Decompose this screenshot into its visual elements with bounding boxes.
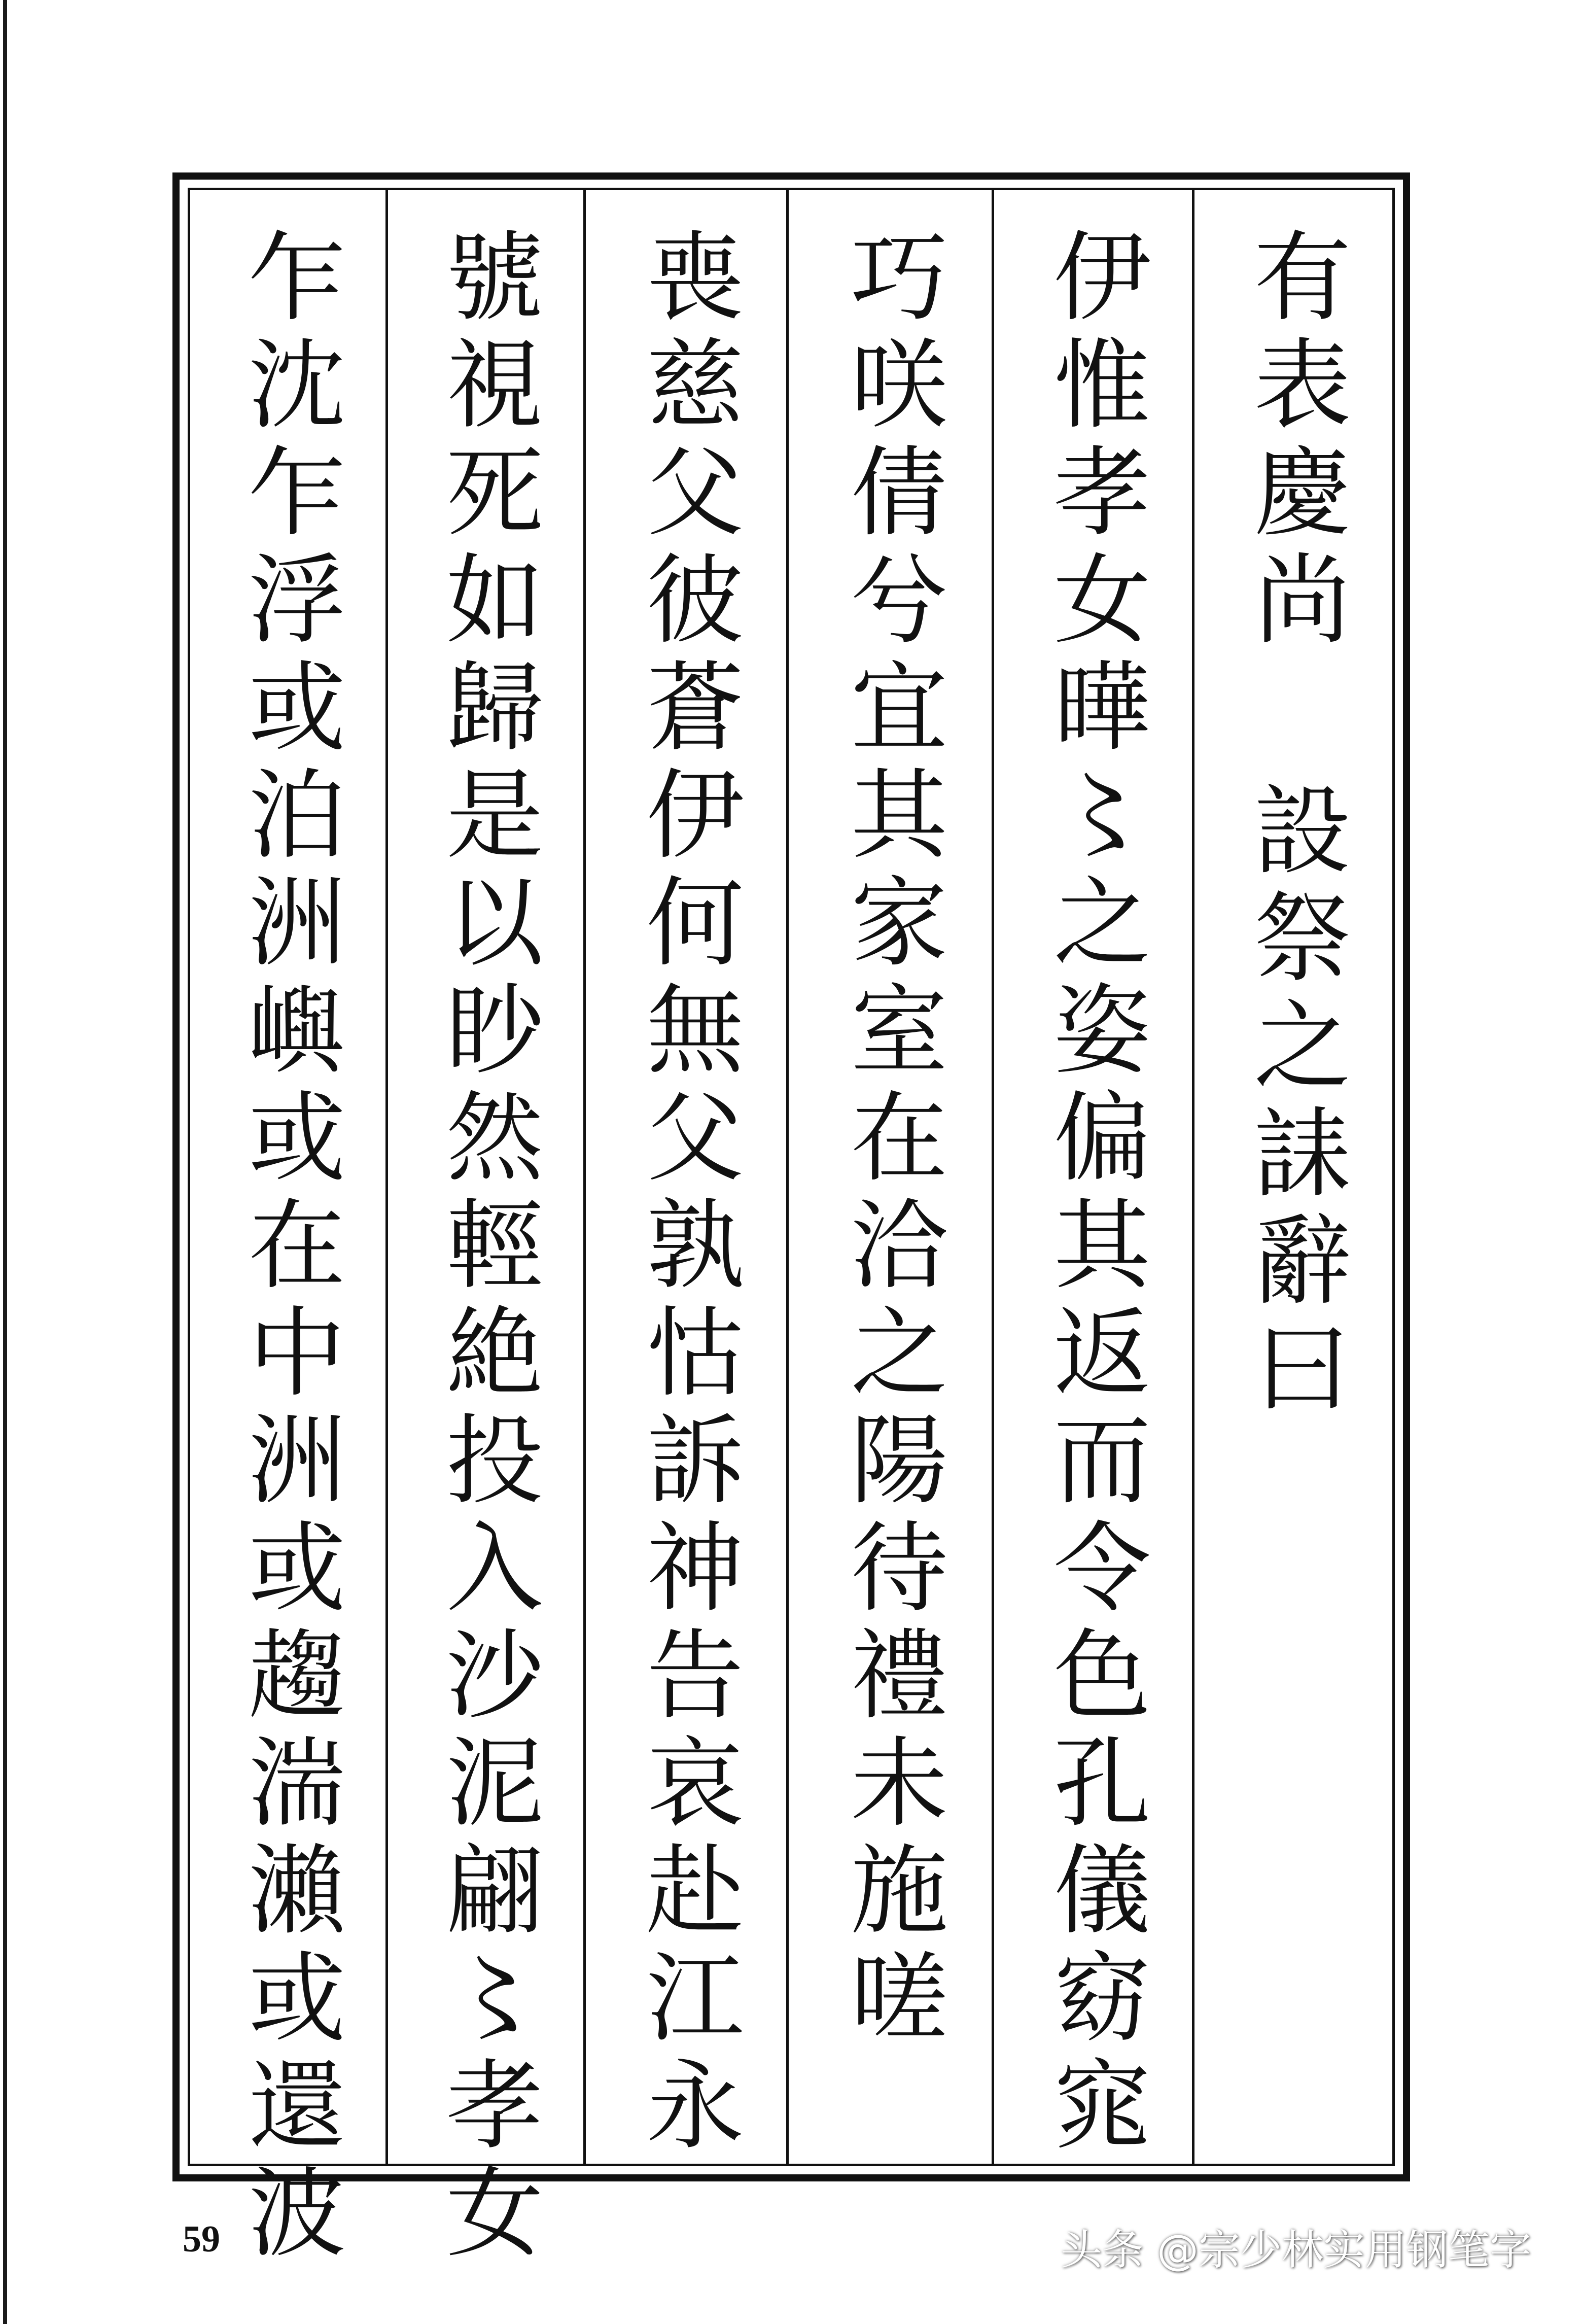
column-5-text: 號視死如歸是以眇然輕絶投入沙泥翩〻孝女: [429, 226, 543, 2269]
column-6-text: 乍沈乍浮或泊洲嶼或在中洲或趨湍瀨或還波: [231, 226, 345, 2269]
text-column-3: [789, 190, 994, 2164]
text-column-1: [1194, 190, 1392, 2164]
column-2-text: 伊惟孝女曄〻之姿偏其返而令色孔儀窈窕: [1037, 226, 1150, 2162]
text-column-2: [994, 190, 1194, 2164]
watermark-text: 头条 @宗少林实用钢笔字: [1060, 2226, 1531, 2274]
column-3-text: 巧咲倩兮宜其家室在洽之陽待禮未施嗟: [834, 226, 947, 2054]
column-4-text: 喪慈父彼蒼伊何無父孰怙訴神告哀赴江永: [629, 226, 743, 2162]
text-column-5: [388, 190, 586, 2269]
page-number: 59: [183, 2218, 220, 2260]
column-1-text: 有表慶尚 設祭之誄辭曰: [1237, 226, 1350, 1425]
page-edge-rule: [3, 0, 7, 2324]
text-column-4: [586, 190, 789, 2164]
